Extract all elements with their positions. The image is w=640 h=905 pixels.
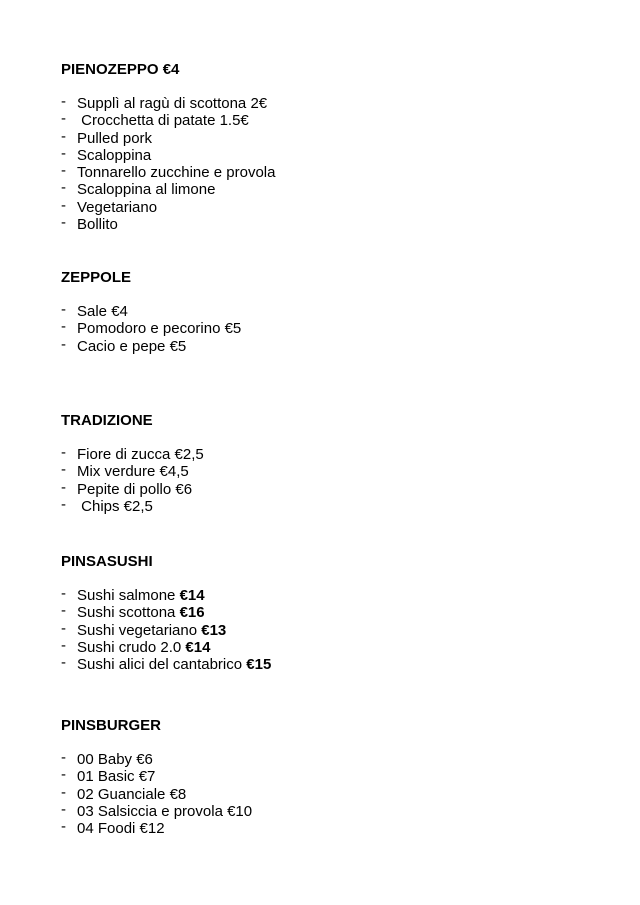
dash-bullet-icon: - [61,461,66,479]
list-item [61,495,601,515]
list-item [61,783,601,803]
list-item [61,181,601,198]
item-price: €16 [179,604,205,622]
dash-bullet-icon: - [61,179,66,197]
menu-section [61,61,601,233]
list-item [61,587,601,604]
item-name: Tonnarello zucchine e provola [77,164,276,182]
dash-bullet-icon: - [61,301,66,318]
dash-bullet-icon: - [61,783,66,801]
item-name: Pomodoro e pecorino €5 [77,320,242,338]
item-name: 02 Guanciale €8 [77,785,187,803]
item-list [61,751,601,837]
section-heading: ZEPPOLE [61,269,132,286]
item-name: Sushi crudo 2.0 [77,638,186,656]
list-item [61,112,601,129]
item-name: Crocchetta di patate 1.5€ [77,112,249,130]
dash-bullet-icon: - [61,318,66,336]
dash-bullet-icon: - [61,144,66,162]
dash-bullet-icon: - [61,749,66,766]
dash-bullet-icon: - [61,495,66,513]
dash-bullet-icon: - [61,214,66,232]
dash-bullet-icon: - [61,619,66,637]
item-name: Pepite di pollo €6 [77,480,193,498]
dash-bullet-icon: - [61,602,66,620]
menu-section [61,717,601,837]
item-price: €15 [246,656,272,674]
item-name: 03 Salsiccia e provola €10 [77,802,253,820]
list-item [61,216,601,233]
item-price: €13 [201,621,227,639]
item-name: 04 Foodi €12 [77,820,165,838]
section-heading: TRADIZIONE [61,412,153,429]
item-name: Sushi vegetariano [77,621,202,639]
item-name: Supplì al ragù di scottona 2€ [77,95,268,112]
list-item [61,164,601,181]
item-name: Sushi salmone [77,587,180,604]
item-name: Scaloppina [77,146,152,164]
list-item [61,127,601,147]
item-name: Sushi scottona [77,604,180,622]
list-item [61,196,601,216]
section-heading: PINSASUSHI [61,553,153,570]
menu-section [61,553,601,673]
item-name: 00 Baby €6 [77,751,153,768]
item-name: Vegetariano [77,198,158,216]
item-name: Scaloppina al limone [77,181,216,199]
item-list [61,587,601,673]
item-list [61,446,601,515]
list-item [61,800,601,820]
dash-bullet-icon: - [61,478,66,496]
item-name: Cacio e pepe €5 [77,337,187,355]
list-item [61,820,601,837]
dash-bullet-icon: - [61,654,66,672]
list-item [61,656,601,673]
list-item [61,144,601,164]
section-heading: PINSBURGER [61,717,162,734]
list-item [61,768,601,785]
item-list [61,95,601,233]
list-item [61,604,601,621]
dash-bullet-icon: - [61,93,66,110]
list-item [61,478,601,498]
menu-section [61,269,601,355]
list-item [61,303,601,320]
item-name: Chips €2,5 [77,497,153,515]
list-item [61,446,601,463]
dash-bullet-icon: - [61,162,66,180]
dash-bullet-icon: - [61,444,66,461]
dash-bullet-icon: - [61,196,66,214]
item-name: Mix verdure €4,5 [77,463,189,481]
item-name: Pulled pork [77,129,153,147]
item-name: 01 Basic €7 [77,768,156,786]
list-item [61,751,601,768]
item-name: Sushi alici del cantabrico [77,656,247,674]
dash-bullet-icon: - [61,636,66,654]
menu-section [61,412,601,515]
item-name: Sale €4 [77,303,128,320]
item-list [61,303,601,355]
section-heading: PIENOZEPPO €4 [61,61,180,78]
list-item [61,95,601,112]
list-item [61,463,601,480]
dash-bullet-icon: - [61,127,66,145]
list-item [61,335,601,355]
dash-bullet-icon: - [61,335,66,353]
item-price: €14 [185,638,211,656]
dash-bullet-icon: - [61,585,66,602]
list-item [61,619,601,639]
item-price: €14 [179,587,205,604]
dash-bullet-icon: - [61,110,66,128]
item-name: Bollito [77,216,118,234]
dash-bullet-icon: - [61,800,66,818]
list-item [61,320,601,337]
dash-bullet-icon: - [61,818,66,836]
dash-bullet-icon: - [61,766,66,784]
list-item [61,636,601,656]
item-name: Fiore di zucca €2,5 [77,446,204,463]
